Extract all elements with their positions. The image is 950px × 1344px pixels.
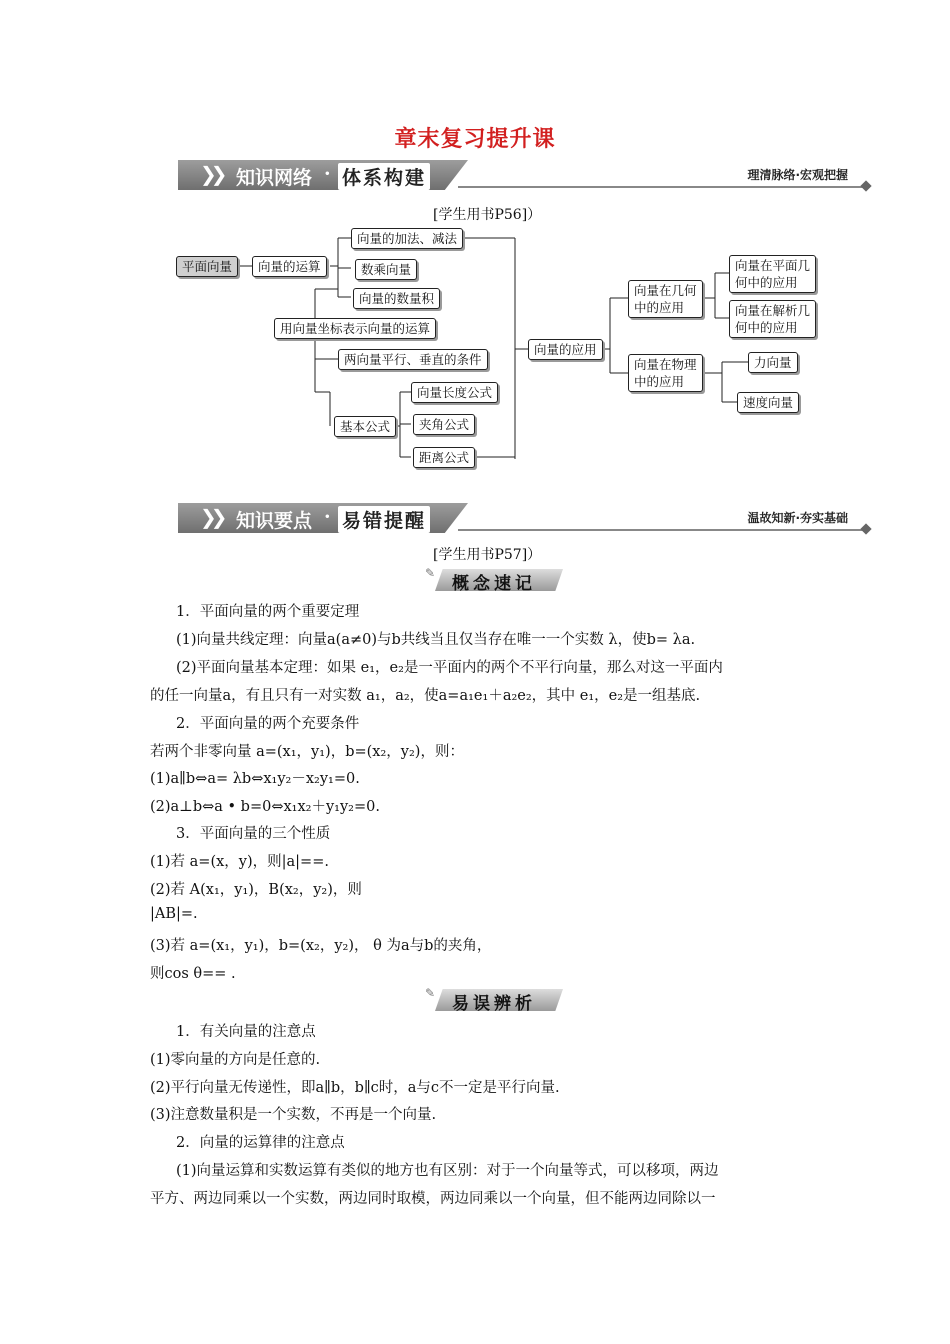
text-line: 2．向量的运算律的注意点 (176, 1135, 345, 1151)
banner-dot: · (324, 163, 331, 185)
text-line: (1)若 a=(x，y)，则|a|==. (150, 854, 329, 870)
subheading-common-mistakes (425, 986, 563, 1012)
node-angle-formula: 夹角公式 (413, 414, 475, 435)
concept-map-connectors (0, 0, 950, 480)
text-line: (2)平行向量无传递性，即a∥b，b∥c时，a与c不一定是平行向量. (150, 1080, 560, 1096)
node-basic-formulas: 基本公式 (334, 416, 396, 437)
subheading-label: 概念速记 (452, 574, 536, 594)
page-title: 章末复习提升课 (394, 126, 556, 152)
banner-tagline: 理清脉络·宏观把握 (747, 168, 848, 182)
text-line: 平方、两边同乘以一个实数，两边同时取模，两边同乘以一个向量，但不能两边同除以一 (150, 1191, 716, 1207)
node-vector-operations: 向量的运算 (252, 256, 327, 277)
text-line: (1)向量共线定理：向量a(a≠0)与b共线当且仅当存在唯一一个实数 λ，使b= λa. (176, 632, 696, 648)
node-add-subtract: 向量的加法、减法 (351, 228, 463, 249)
banner-subtitle: 体系构建 (338, 163, 430, 190)
node-distance-formula: 距离公式 (413, 447, 475, 468)
text-line: (3)注意数量积是一个实数，不再是一个向量. (150, 1107, 437, 1123)
subheading-label: 易误辨析 (452, 994, 536, 1014)
leaf-ornament-icon: ✎ (425, 566, 436, 580)
node-physics-application: 向量在物理 中的应用 (628, 354, 703, 392)
node-velocity-vector: 速度向量 (737, 392, 799, 413)
banner-title: 知识网络 (236, 167, 313, 189)
node-plane-vector: 平面向量 (176, 256, 238, 277)
text-line: 1．平面向量的两个重要定理 (176, 604, 360, 620)
text-line: (1)a∥b⇔a= λb⇔x₁y₂－x₂y₁=0. (150, 771, 360, 787)
text-line: 1．有关向量的注意点 (176, 1024, 316, 1040)
text-line: (1)向量运算和实数运算有类似的地方也有区别：对于一个向量等式，可以移项，两边 (176, 1163, 719, 1179)
banner-subtitle: 易错提醒 (338, 506, 430, 533)
node-plane-geometry: 向量在平面几 何中的应用 (729, 255, 816, 293)
double-chevron-icon: ❯❯ (200, 162, 222, 186)
node-scalar-multiplication: 数乘向量 (355, 259, 417, 280)
node-parallel-perpendicular: 两向量平行、垂直的条件 (338, 349, 488, 370)
diamond-icon (860, 523, 871, 534)
subheading-concepts (425, 566, 563, 592)
textbook-reference: [学生用书P57]） (433, 547, 542, 563)
text-line: (1)零向量的方向是任意的. (150, 1052, 321, 1068)
node-length-formula: 向量长度公式 (411, 382, 498, 403)
node-dot-product: 向量的数量积 (353, 288, 440, 309)
node-analytic-geometry: 向量在解析几 何中的应用 (729, 300, 816, 338)
banner-dot: · (324, 506, 331, 528)
text-line: |AB|=. (150, 906, 198, 922)
text-line: 3．平面向量的三个性质 (176, 826, 331, 842)
node-coordinate-operations: 用向量坐标表示向量的运算 (274, 318, 436, 339)
node-vector-applications: 向量的应用 (528, 339, 603, 360)
text-line: (2)平面向量基本定理：如果 e₁，e₂是一平面内的两个不平行向量，那么对这一平面内 (176, 660, 723, 676)
text-line: (2)a⊥b⇔a • b=0⇔x₁x₂＋y₁y₂=0. (150, 799, 380, 815)
banner-tagline: 温故知新·夯实基础 (747, 511, 848, 525)
section-banner-network (178, 160, 870, 190)
text-line: (2)若 A(x₁，y₁)，B(x₂，y₂)，则 (150, 882, 362, 898)
banner-title: 知识要点 (236, 510, 313, 532)
text-line: 的任一向量a，有且只有一对实数 a₁，a₂，使a=a₁e₁＋a₂e₂，其中 e₁，e₂是一组基底. (150, 688, 701, 704)
text-line: 则cos θ== . (150, 966, 236, 982)
double-chevron-icon: ❯❯ (200, 505, 222, 529)
node-force-vector: 力向量 (748, 352, 798, 373)
text-line: 2．平面向量的两个充要条件 (176, 716, 360, 732)
section-banner-key-points (178, 503, 870, 533)
text-line: 若两个非零向量 a=(x₁，y₁)，b=(x₂，y₂)，则： (150, 744, 464, 760)
leaf-ornament-icon: ✎ (425, 986, 436, 1000)
textbook-reference: [学生用书P56]） (433, 207, 542, 223)
node-geometry-application: 向量在几何 中的应用 (628, 280, 703, 318)
diamond-icon (860, 180, 871, 191)
text-line: (3)若 a=(x₁，y₁)，b=(x₂，y₂)， θ 为a与b的夹角， (150, 938, 492, 954)
